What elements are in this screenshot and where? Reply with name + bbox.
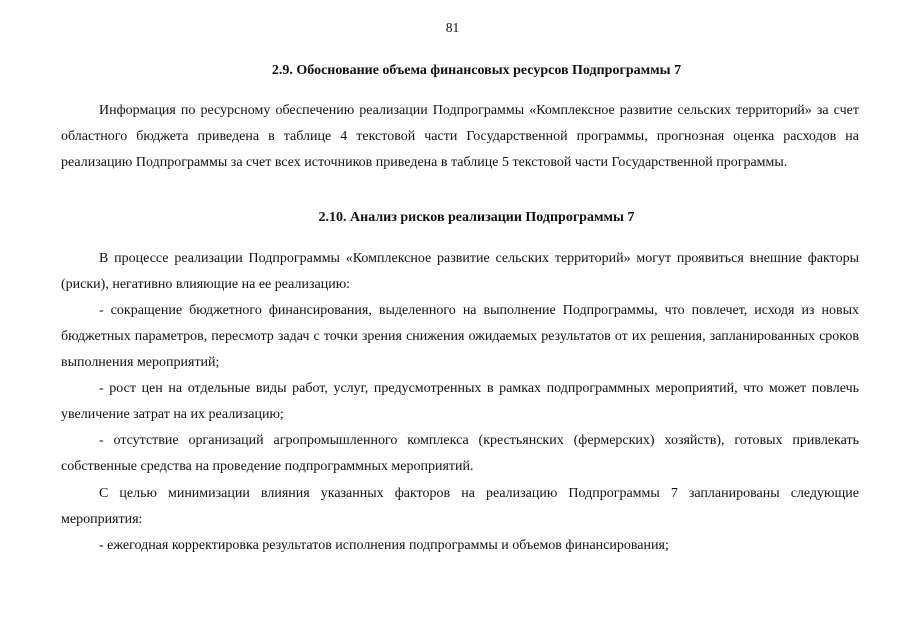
section-heading-2-9: 2.9. Обоснование объема финансовых ресурсов Подпрограммы 7 [271,63,682,78]
page-number: 81 [445,20,460,35]
section-heading-2-10: 2.10. Анализ рисков реализации Подпрограммы 7 [318,210,635,225]
risks-intro-paragraph: В процессе реализации Подпрограммы «Комплексное развитие сельских территорий» могут проявиться внешние факторы (риски), негативно влияющие на ее реализацию: [61,251,859,292]
mitigation-intro-paragraph: С целью минимизации влияния указанных факторов на реализацию Подпрограммы 7 запланированы следующие мероприятия: [61,486,859,527]
risk-item-1: - сокращение бюджетного финансирования, выделенного на выполнение Подпрограммы, что повлечет, исходя из новых бюджетных параметров, пересмотр задач с точки зрения снижения ожидаемых результатов от их решения, запланированных сроков выполнения мероприятий; [61,303,859,370]
mitigation-item-1: - ежегодная корректировка результатов исполнения подпрограммы и объемов финансирования; [99,538,669,553]
section-2-9-paragraph: Информация по ресурсному обеспечению реализации Подпрограммы «Комплексное развитие сельских территорий» за счет областного бюджета приведена в таблице 4 текстовой части Государственной программы, прогнозная оценка расходов на реализацию Подпрограммы за счет всех источников приведена в таблице 5 текстовой части Государственной программы. [61,103,859,170]
risk-item-2: - рост цен на отдельные виды работ, услуг, предусмотренных в рамках подпрограммных мероприятий, что может повлечь увеличение затрат на их реализацию; [61,381,859,422]
risk-item-3: - отсутствие организаций агропромышленного комплекса (крестьянских (фермерских) хозяйств), готовых привлекать собственные средства на проведение подпрограммных мероприятий. [61,433,859,474]
